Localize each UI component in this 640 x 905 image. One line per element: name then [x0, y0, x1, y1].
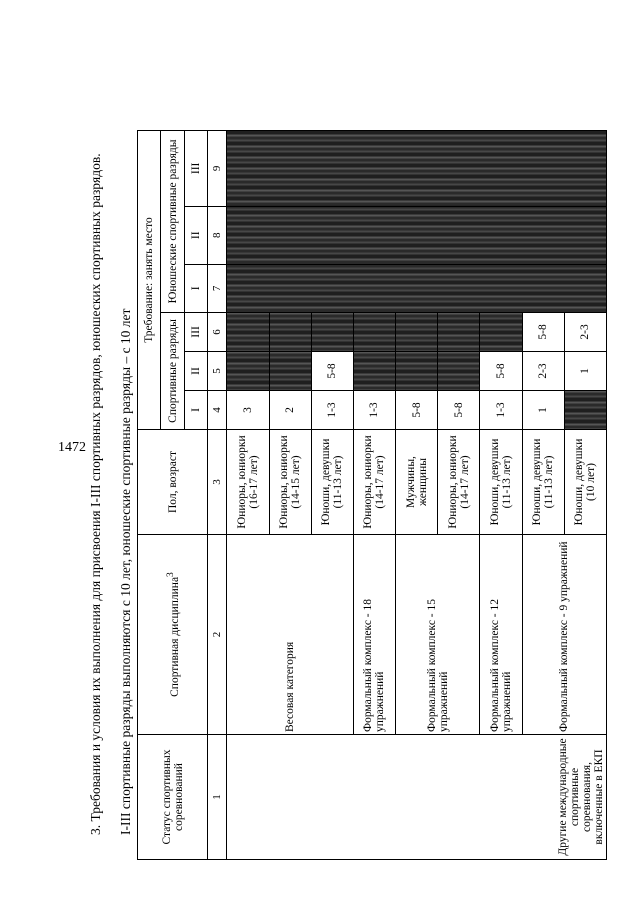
shaded-cell	[438, 312, 480, 351]
column-number: 7	[208, 264, 227, 312]
shaded-cell	[353, 312, 395, 351]
header-rank-II: II	[184, 351, 207, 390]
column-number: 6	[208, 312, 227, 351]
age-cell: Мужчины, женщины	[396, 430, 438, 535]
age-cell: Юноши, девушки (11-13 лет)	[480, 430, 522, 535]
section-heading: 3. Требования и условия их выполнения для присвоения I-III спортивных разрядов, юношеских спортивных разрядов.	[88, 153, 103, 835]
table-header-row	[138, 131, 161, 860]
shaded-cell	[480, 312, 522, 351]
column-number-row	[208, 131, 227, 860]
age-cell: Юниоры, юниорки (14-15 лет)	[269, 430, 311, 535]
page-number: 1472	[58, 440, 86, 455]
header-youth-rank-II: II	[184, 206, 207, 264]
rank-I-cell: 1-3	[353, 390, 395, 429]
age-cell: Юноши, девушки (11-13 лет)	[522, 430, 564, 535]
column-number: 8	[208, 206, 227, 264]
shaded-cell	[353, 351, 395, 390]
shaded-cell	[227, 206, 607, 264]
discipline-cell: Весовая категория	[227, 535, 354, 735]
header-youth-rank-I: I	[184, 264, 207, 312]
age-cell: Юноши, девушки (11-13 лет)	[311, 430, 353, 535]
shaded-cell	[269, 312, 311, 351]
rank-I-cell: 2	[269, 390, 311, 429]
rank-II-cell: 1	[564, 351, 606, 390]
age-cell: Юниоры, юниорки (14-17 лет)	[353, 430, 395, 535]
header-discipline	[138, 535, 208, 735]
header-rank-III: III	[184, 312, 207, 351]
header-discipline-footnote: 3	[164, 572, 176, 577]
rank-II-cell: 5-8	[480, 351, 522, 390]
discipline-cell: Формальный комплекс - 15 упражнений	[396, 535, 480, 735]
header-status: Статус спортивных соревнований	[138, 735, 208, 860]
rank-II-cell: 5-8	[311, 351, 353, 390]
shaded-cell	[396, 312, 438, 351]
rank-I-cell: 1	[522, 390, 564, 429]
column-number: 2	[208, 535, 227, 735]
shaded-cell	[227, 312, 269, 351]
shaded-cell	[227, 131, 607, 207]
rank-III-cell: 5-8	[522, 312, 564, 351]
age-cell: Юниоры, юниорки (14-17 лет)	[438, 430, 480, 535]
shaded-cell	[227, 351, 269, 390]
shaded-cell	[438, 351, 480, 390]
header-requirement: Требование: занять место	[138, 131, 161, 430]
shaded-cell	[396, 351, 438, 390]
rank-I-cell: 3	[227, 390, 269, 429]
shaded-cell	[311, 312, 353, 351]
rank-III-cell: 2-3	[564, 312, 606, 351]
shaded-cell	[227, 264, 607, 312]
discipline-cell: Формальный комплекс - 18 упражнений	[353, 535, 395, 735]
rank-I-cell: 5-8	[396, 390, 438, 429]
requirements-table-wrapper	[137, 130, 607, 860]
shaded-cell	[269, 351, 311, 390]
header-youth-ranks: Юношеские спортивные разряды	[161, 131, 184, 313]
header-youth-rank-III: III	[184, 131, 207, 207]
column-number: 5	[208, 351, 227, 390]
header-gender-age: Пол, возраст	[138, 430, 208, 535]
header-sport-ranks: Спортивные разряды	[161, 312, 184, 429]
discipline-cell: Формальный комплекс - 9 упражнений	[522, 535, 606, 735]
rank-I-cell: 5-8	[438, 390, 480, 429]
age-cell: Юноши, девушки (10 лет)	[564, 430, 606, 535]
discipline-cell: Формальный комплекс - 12 упражнений	[480, 535, 522, 735]
rank-I-cell: 1-3	[311, 390, 353, 429]
shaded-cell	[564, 390, 606, 429]
table-row	[227, 131, 269, 860]
rank-I-cell: 1-3	[480, 390, 522, 429]
header-discipline-text: Спортивная дисциплина	[168, 576, 181, 697]
status-cell: Другие международные спортивные соревнования, включенные в ЕКП	[227, 735, 607, 860]
requirements-table	[137, 130, 607, 860]
column-number: 4	[208, 390, 227, 429]
age-cell: Юниоры, юниорки (16-17 лет)	[227, 430, 269, 535]
column-number: 1	[208, 735, 227, 860]
column-number: 9	[208, 131, 227, 207]
rank-II-cell: 2-3	[522, 351, 564, 390]
section-subheading: I-III спортивные разряды выполняются с 10 лет, юношеские спортивные разряды – с 10 лет	[118, 308, 133, 835]
header-rank-I: I	[184, 390, 207, 429]
column-number: 3	[208, 430, 227, 535]
